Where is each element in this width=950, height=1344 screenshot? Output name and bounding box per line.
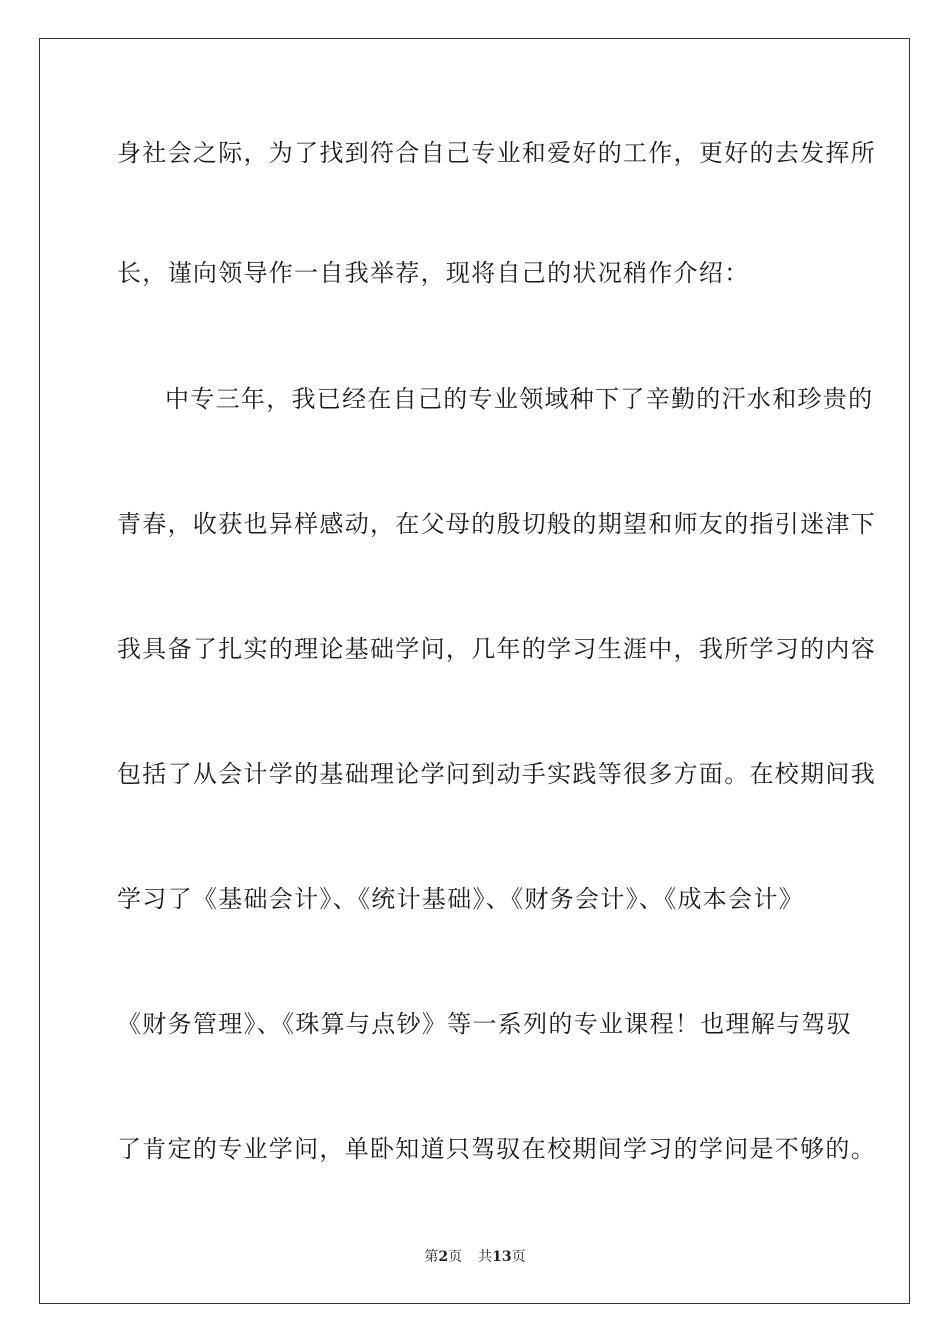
body-line-3: 中专三年，我已经在自己的专业领域种下了辛勤的汗水和珍贵的	[165, 385, 874, 413]
body-line-1: 身社会之际，为了找到符合自己专业和爱好的工作，更好的去发挥所	[117, 139, 876, 167]
body-line-4: 青春，收获也异样感动，在父母的殷切般的期望和师友的指引迷津下	[117, 510, 876, 538]
page-suffix: 页	[448, 1249, 463, 1265]
body-line-8: 《财务管理》、《珠算与点钞》等一系列的专业课程！也理解与驾驭	[117, 1010, 852, 1038]
page-border	[39, 38, 910, 1304]
body-line-6: 包括了从会计学的基础理论学问到动手实践等很多方面。在校期间我	[117, 760, 876, 788]
page-footer	[0, 1248, 950, 1266]
body-line-7: 学习了《基础会计》、《统计基础》、《财务会计》、《成本会计》	[117, 885, 804, 913]
total-pages: 13	[492, 1249, 512, 1265]
body-line-2: 长，谨向领导作一自我举荐，现将自己的状况稍作介绍：	[117, 259, 750, 287]
total-prefix: 共	[478, 1249, 493, 1265]
total-suffix: 页	[511, 1249, 526, 1265]
body-line-5: 我具备了扎实的理论基础学问，几年的学习生涯中，我所学习的内容	[117, 635, 876, 663]
page-prefix: 第	[424, 1249, 439, 1265]
page-number: 2	[438, 1249, 449, 1265]
body-line-9: 了肯定的专业学问，单卧知道只驾驭在校期间学习的学问是不够的。	[117, 1135, 876, 1163]
